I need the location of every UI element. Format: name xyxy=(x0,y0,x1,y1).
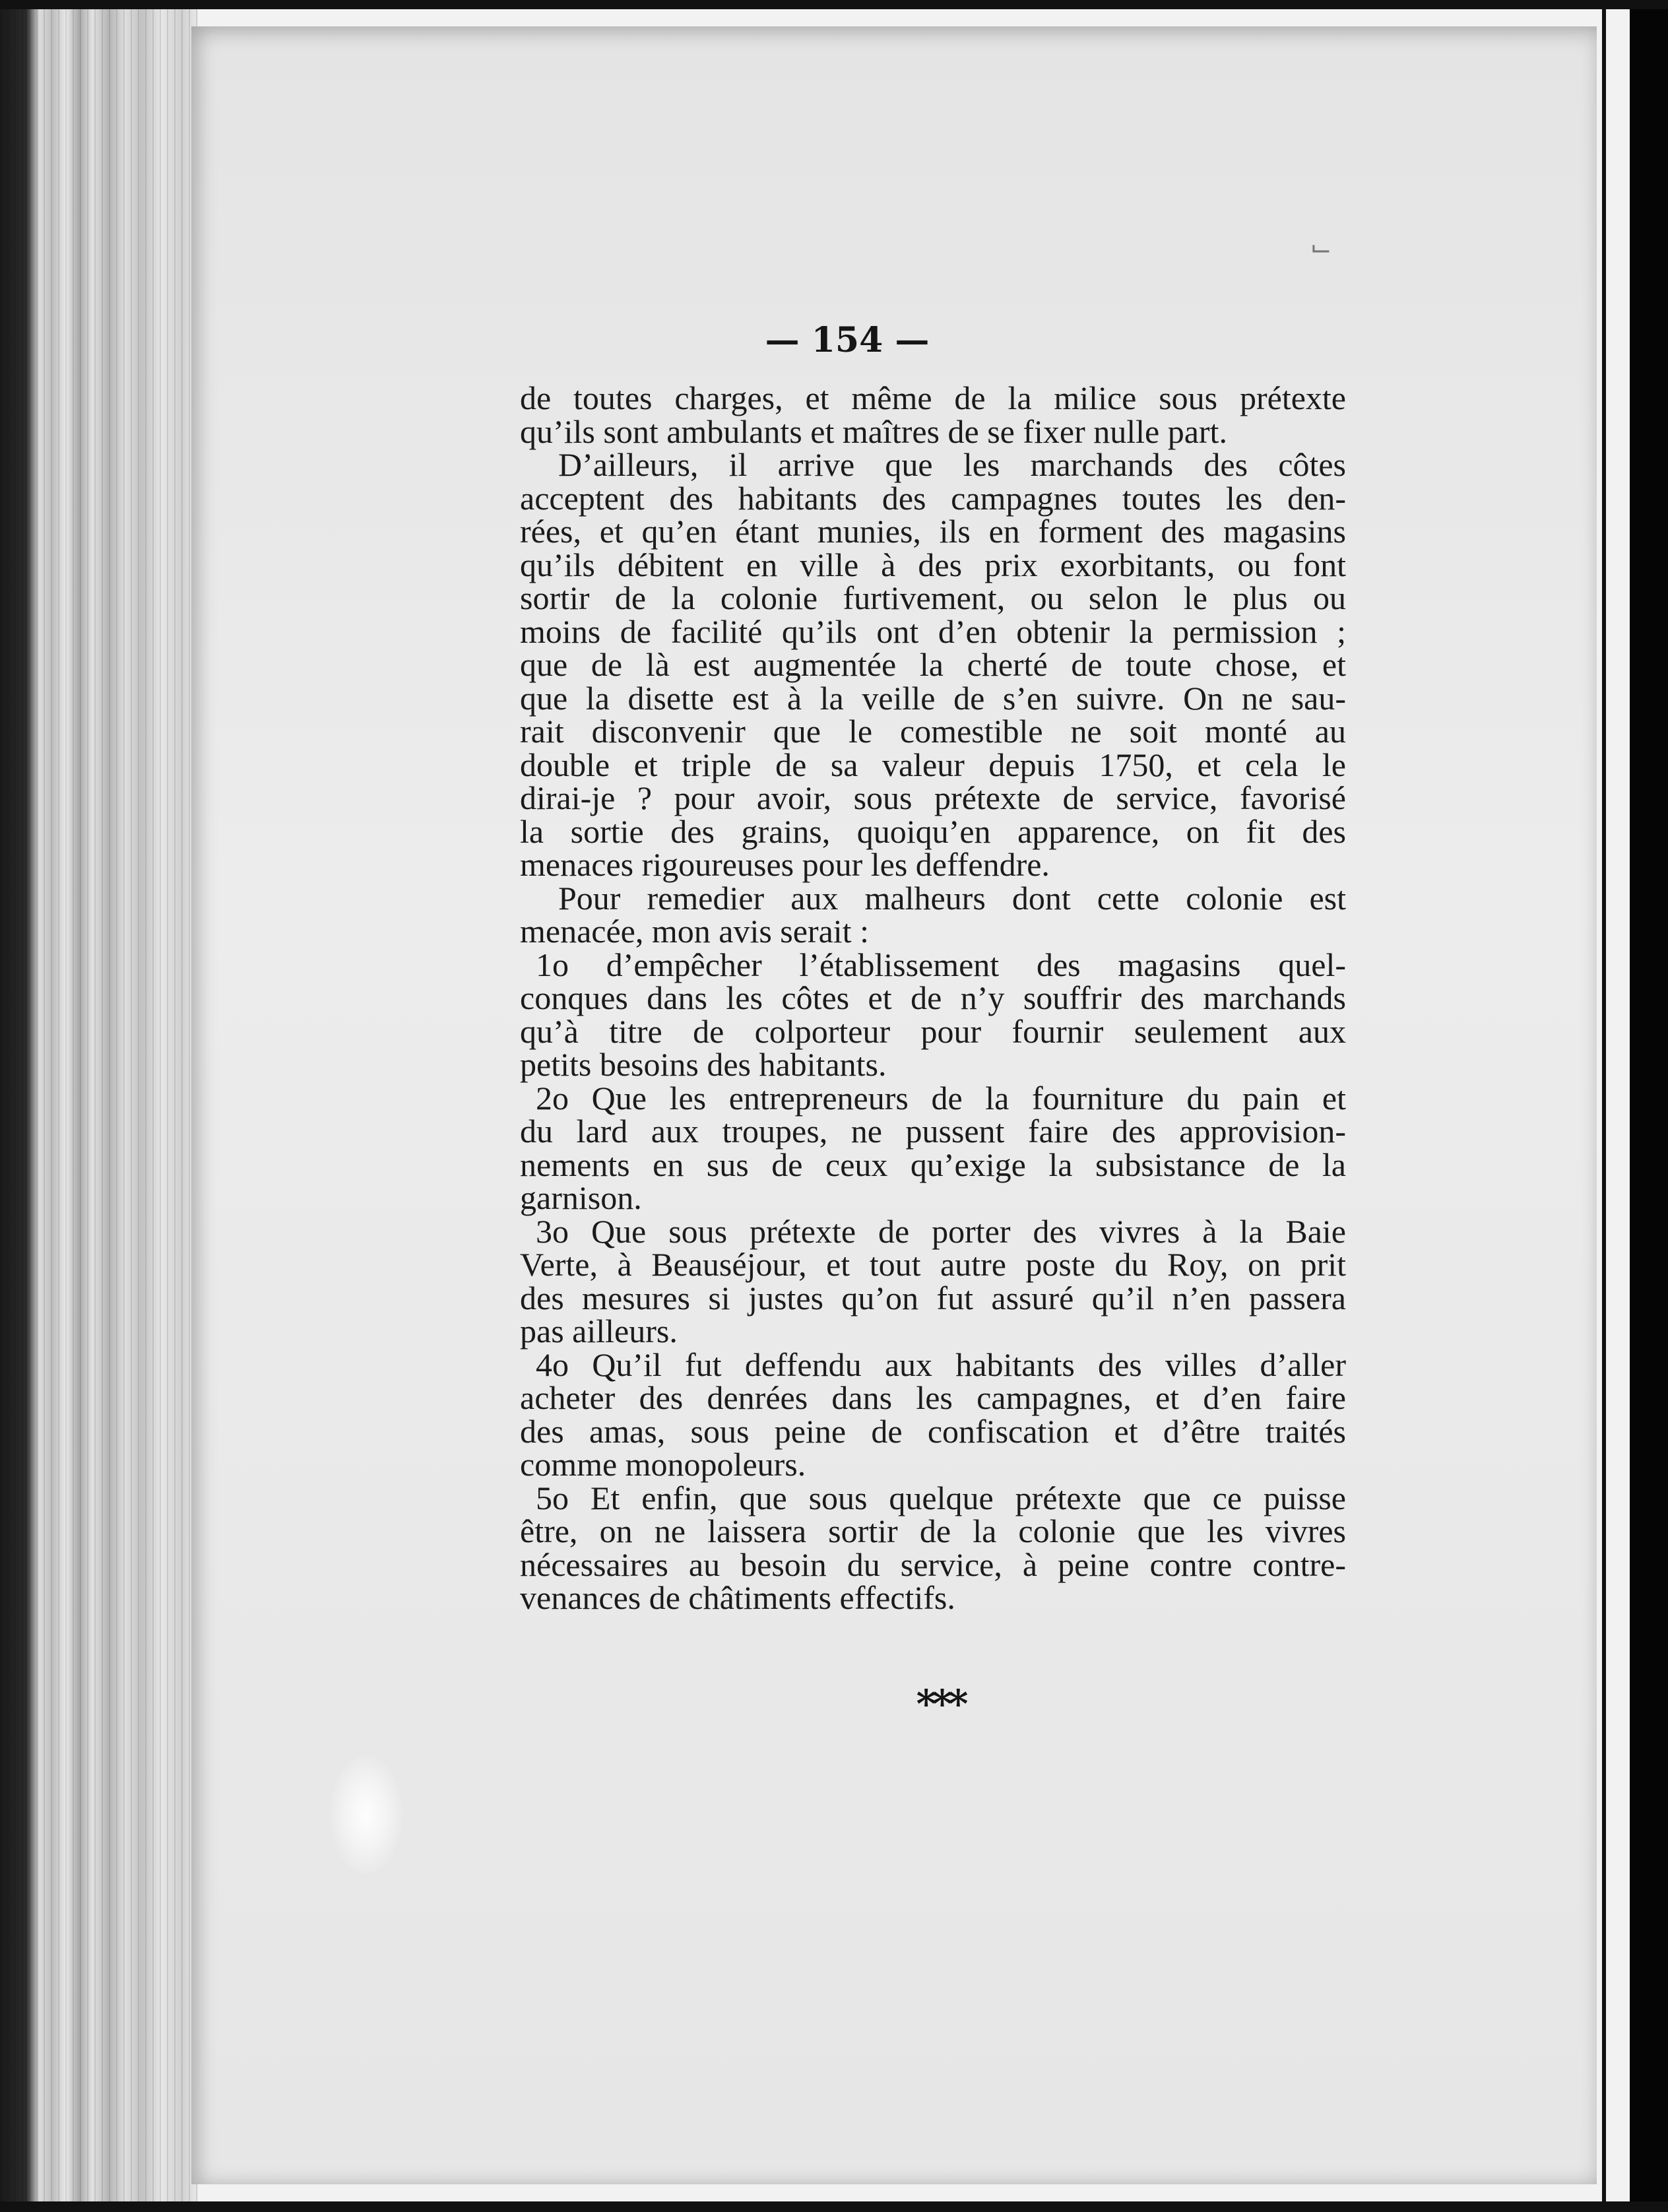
scan-frame-top xyxy=(0,0,1668,9)
text-line: petits besoins des habitants. xyxy=(520,1046,887,1083)
light-glare xyxy=(330,1755,402,1874)
text-line: garnison. xyxy=(520,1179,642,1216)
text-line: 4o Qu’il fut deffendu aux habitants des villes d’aller xyxy=(536,1346,1346,1383)
text-line: la sortie des grains, quoiqu’en apparence, on fit des xyxy=(520,812,1346,850)
text-line: nécessaires au besoin du service, à peine contre contre- xyxy=(520,1545,1346,1583)
text-line: pas ailleurs. xyxy=(520,1313,678,1350)
text-line: acceptent des habitants des campagnes toutes les den- xyxy=(520,479,1346,517)
text-line: qu’à titre de colporteur pour fournir seulement aux xyxy=(520,1012,1346,1050)
text-line: nements en sus de ceux qu’exige la subsistance de la xyxy=(520,1146,1346,1183)
text-line: dirai-je ? pour avoir, sous prétexte de service, favorisé xyxy=(520,779,1346,816)
text-line: rait disconvenir que le comestible ne soit monté au xyxy=(520,713,1346,750)
text-line: que de là est augmentée la cherté de toute chose, et xyxy=(520,646,1346,683)
pencil-mark: ⌙ xyxy=(1310,232,1332,263)
text-line: 5o Et enfin, que sous quelque prétexte que ce puisse xyxy=(536,1479,1346,1516)
body-text xyxy=(520,381,1346,1615)
text-line: venances de châtiments effectifs. xyxy=(520,1579,955,1616)
text-line: de toutes charges, et même de la milice sous prétexte xyxy=(520,379,1346,416)
text-line: acheter des denrées dans les campagnes, et d’en faire xyxy=(520,1379,1346,1416)
text-line: Pour remedier aux malheurs dont cette colonie est xyxy=(558,879,1346,917)
text-line: 1o d’empêcher l’établissement des magasins quel- xyxy=(536,946,1346,983)
text-line: qu’ils débitent en ville à des prix exorbitants, ou font xyxy=(520,546,1346,583)
text-line: 3o Que sous prétexte de porter des vivres à la Baie xyxy=(536,1212,1346,1250)
text-line: des mesures si justes qu’on fut assuré qu’il n’en passera xyxy=(520,1279,1346,1317)
text-line: comme monopoleurs. xyxy=(520,1446,806,1483)
text-line: rées, et qu’en étant munies, ils en forment des magasins xyxy=(520,513,1346,550)
text-line: qu’ils sont ambulants et maîtres de se fixer nulle part. xyxy=(520,412,1227,450)
text-line: 2o Que les entrepreneurs de la fourniture du pain et xyxy=(536,1079,1346,1117)
text-line: que la disette est à la veille de s’en suivre. On ne sau- xyxy=(520,679,1346,717)
text-line: conques dans les côtes et de n’y souffrir des marchands xyxy=(520,979,1346,1016)
scan-frame-bottom xyxy=(0,2201,1668,2212)
text-line: menacée, mon avis serait : xyxy=(520,913,869,950)
text-line: moins de facilité qu’ils ont d’en obtenir la permission ; xyxy=(520,612,1346,650)
text-line: des amas, sous peine de confiscation et d’être traités xyxy=(520,1412,1346,1450)
text-line: double et triple de sa valeur depuis 1750, et cela le xyxy=(520,746,1346,783)
text-line: menaces rigoureuses pour les deffendre. xyxy=(520,846,1050,883)
text-line: être, on ne laissera sortir de la colonie que les vivres xyxy=(520,1513,1346,1549)
page-number: — 154 — xyxy=(765,320,930,360)
text-line: sortir de la colonie furtivement, ou selon le plus ou xyxy=(520,579,1346,616)
section-ornament: *** xyxy=(916,1681,965,1726)
text-line: du lard aux troupes, ne pussent faire des approvision- xyxy=(520,1113,1346,1150)
text-line: Verte, à Beauséjour, et tout autre poste du Roy, on prit xyxy=(520,1246,1346,1283)
text-line: D’ailleurs, il arrive que les marchands des côtes xyxy=(558,446,1346,483)
